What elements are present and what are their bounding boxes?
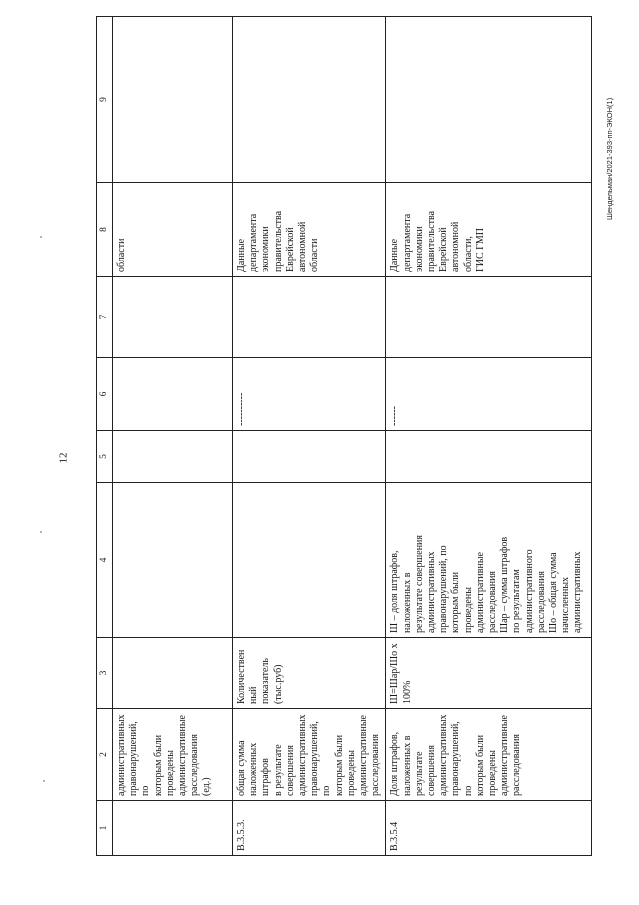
table-cell-col-4 [113,483,233,638]
cell-text-line: показатель [260,658,272,704]
cell-text-line: расследования [370,733,382,796]
cell-text-line: которым были [152,734,164,796]
cell-text-line: административные [499,715,511,796]
cell-text-line: Еврейской [438,227,450,272]
cell-text-line: которым были [333,734,345,796]
cell-text: ------ [389,406,401,426]
cell-text-line: наложенных в [401,735,413,796]
cell-text: В.3.5.3. [236,819,247,851]
col-header-7: 7 [97,277,113,358]
table-cell-col-1 [113,801,233,856]
cell-text-line: Еврейской [284,227,296,272]
col-header-5: 5 [97,431,113,483]
cell-text-line: правонарушений, по [309,721,333,796]
cell-text: ---------- [236,392,247,426]
table-cell-col-9 [233,17,386,183]
cell-text-line: расследования [487,570,499,633]
table-row [386,17,592,856]
cell-text-line: ный [248,686,260,704]
table-cell-col-9 [386,17,592,183]
cell-text-line: которым были [450,571,462,633]
cell-text-line: области, [462,236,474,272]
cell-text-line: Ш – доля штрафов, [389,550,401,633]
table-cell-col-6 [233,358,386,431]
cell-text-line: правительства [272,210,284,272]
cell-text-line: правительства [426,210,438,272]
col-header-1: 1 [97,801,113,856]
col-header-3: 3 [97,638,113,709]
table-cell-col-7 [386,277,592,358]
table-cell-col-1 [233,801,386,856]
table-cell-col-4 [386,483,592,638]
cell-text-line: департамента [248,213,260,272]
cell-text-line: Данные [236,238,247,272]
cell-text-line: Данные [389,238,401,272]
cell-text-line: правонарушений, по [128,721,152,796]
cell-text-line: административных [116,714,127,796]
cell-text-line: наложенных штрафов [248,742,272,796]
cell-text-line: совершения [426,745,438,796]
table-cell-col-1 [386,801,592,856]
cell-text-line: в результате [272,744,284,796]
cell-text-line: административных [426,551,438,633]
cell-text-line: расследования (ед.) [189,733,213,796]
cell-text-line: правонарушений, по [450,721,474,796]
cell-text-line: автономной [450,221,462,272]
col-header-4: 4 [97,483,113,638]
cell-text-line: расследования [511,733,523,796]
table-cell-col-9 [113,17,233,183]
table-cell-col-3 [113,638,233,709]
cell-text-line: экономики [260,226,272,272]
cell-text-line: общая сумма [236,740,247,796]
cell-text-line: Количествен [236,649,247,704]
cell-text-line: проведены [462,587,474,633]
document-id: Шендельман/2021-393-пп-ЭКОН(1) [605,97,614,220]
table-row [233,17,386,856]
cell-text-line: результате совершения [413,535,425,633]
cell-text-line: экономики [413,226,425,272]
scan-speck [40,531,42,533]
cell-text-line: проведены [487,750,499,796]
cell-text-line: автономной [297,221,309,272]
cell-text-line: административные [177,715,189,796]
cell-text-line: области [116,238,127,272]
table-cell-col-3 [233,638,386,709]
table-cell-col-7 [233,277,386,358]
table-cell-col-2 [386,709,592,801]
cell-text-line: по результатам [511,569,523,633]
cell-text-line: области [309,238,321,272]
cell-text-line: ГИС ГМП [474,228,486,272]
cell-text-line: Шо – общая сумма [548,552,560,633]
cell-text-line: правонарушений, по [438,545,450,633]
col-header-8: 8 [97,183,113,277]
cell-text-line: которым были [474,734,486,796]
table-cell-col-6 [113,358,233,431]
cell-text: В.3.5.4 [389,821,401,851]
table-cell-col-5 [113,431,233,483]
cell-text-line: Доля штрафов, [389,731,401,796]
table-container [96,62,584,856]
cell-text-line: административные [358,715,370,796]
table-cell-col-2 [233,709,386,801]
col-header-2: 2 [97,709,113,801]
table-cell-col-6 [386,358,592,431]
cell-text-line: наложенных в [401,572,413,633]
cell-text-line: Ш=Шар/Шо х [389,643,401,704]
cell-text-line: 100% [401,680,413,704]
cell-text-line: проведены [164,750,176,796]
table-cell-col-5 [386,431,592,483]
scan-speck [40,236,42,238]
rotated-table [96,62,584,856]
cell-text-line: административных [572,551,584,633]
cell-text-line: совершения [284,745,296,796]
table-cell-col-5 [233,431,386,483]
table-row [113,17,233,856]
table-cell-col-2 [113,709,233,801]
cell-text-line: результате [413,751,425,796]
cell-text-line: расследования [535,570,547,633]
cell-text-line: административных [297,714,309,796]
table-cell-col-8 [386,183,592,277]
page-number: 12 [57,452,70,464]
indicator-table [96,16,592,856]
table-header-row [97,17,113,856]
table-cell-col-8 [233,183,386,277]
cell-text-line: (тыс.руб) [272,664,284,704]
cell-text-line: административные [474,552,486,633]
scan-speck [43,780,45,782]
cell-text-line: Шар – сумма штрафов [499,536,511,633]
cell-text-line: проведены [345,750,357,796]
cell-text-line: департамента [401,213,413,272]
table-cell-col-8 [113,183,233,277]
table-cell-col-4 [233,483,386,638]
cell-text-line: начисленных [560,576,572,633]
table-cell-col-7 [113,277,233,358]
col-header-9: 9 [97,17,113,183]
table-cell-col-3 [386,638,592,709]
col-header-6: 6 [97,358,113,431]
cell-text-line: административного [523,549,535,633]
cell-text-line: административных [438,714,450,796]
